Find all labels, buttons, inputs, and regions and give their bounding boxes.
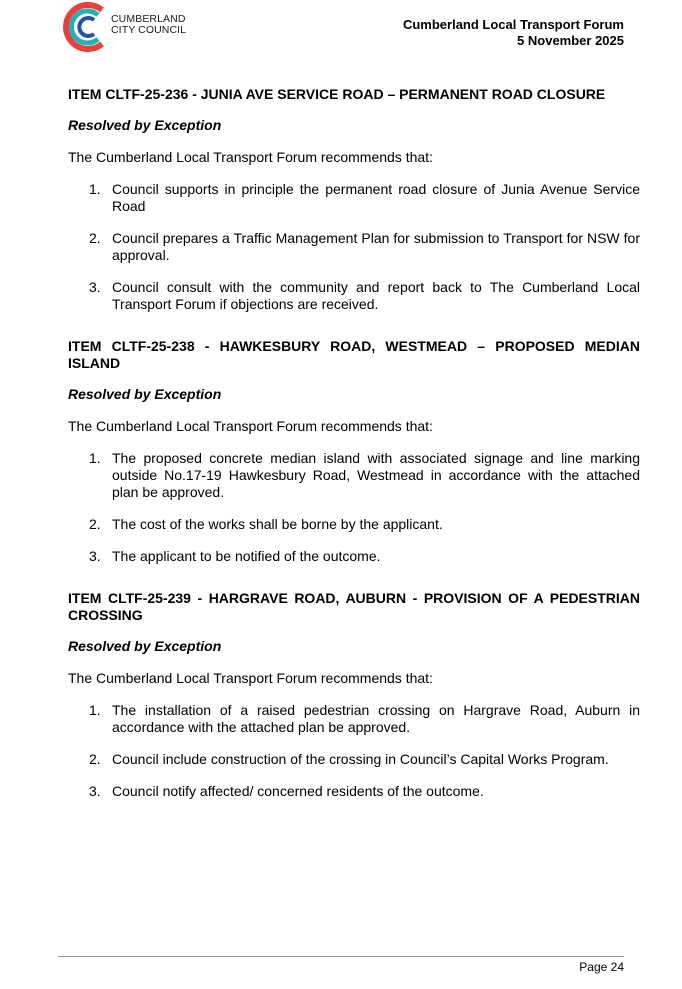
list-item bbox=[68, 450, 640, 501]
meeting-meta bbox=[403, 17, 624, 49]
list-item bbox=[68, 230, 640, 264]
footer-divider bbox=[58, 956, 624, 957]
page-header bbox=[0, 0, 682, 60]
council-logo-icon bbox=[60, 0, 112, 54]
list-text: The installation of a raised pedestrian crossing on Hargrave Road, Auburn in accordance with the attached plan be approved. bbox=[112, 702, 640, 735]
recommendation-list bbox=[68, 702, 640, 800]
list-text: Council supports in principle the permanent road closure of Junia Avenue Service Road bbox=[112, 181, 640, 214]
list-number: 1. bbox=[89, 450, 101, 466]
list-text: The proposed concrete median island with associated signage and line marking outside No.17-19 Hawkesbury Road, Westmead in accordance with the attached plan be approved. bbox=[112, 450, 640, 500]
recommendation-intro: The Cumberland Local Transport Forum recommends that: bbox=[68, 149, 433, 165]
item-title: ITEM CLTF-25-236 - JUNIA AVE SERVICE ROAD – PERMANENT ROAD CLOSURE bbox=[68, 86, 606, 102]
recommendation-list bbox=[68, 450, 640, 565]
page-content bbox=[68, 86, 640, 815]
list-text: The cost of the works shall be borne by the applicant. bbox=[112, 516, 443, 532]
list-number: 2. bbox=[89, 230, 101, 246]
agenda-item bbox=[68, 86, 640, 313]
council-logo bbox=[60, 0, 200, 54]
list-item bbox=[68, 751, 640, 768]
recommendation-intro: The Cumberland Local Transport Forum recommends that: bbox=[68, 670, 433, 686]
list-item bbox=[68, 548, 640, 565]
list-number: 1. bbox=[89, 181, 101, 197]
list-number: 3. bbox=[89, 548, 101, 564]
resolved-note: Resolved by Exception bbox=[68, 117, 222, 133]
logo-line2: CITY COUNCIL bbox=[111, 24, 187, 36]
list-item bbox=[68, 783, 640, 800]
agenda-item bbox=[68, 590, 640, 800]
list-text: Council include construction of the crossing in Council’s Capital Works Program. bbox=[112, 751, 609, 767]
list-text: Council prepares a Traffic Management Plan for submission to Transport for NSW for approval. bbox=[112, 230, 640, 263]
recommendation-intro: The Cumberland Local Transport Forum recommends that: bbox=[68, 418, 433, 434]
list-item bbox=[68, 516, 640, 533]
recommendation-list bbox=[68, 181, 640, 313]
list-number: 1. bbox=[89, 702, 101, 718]
list-number: 2. bbox=[89, 516, 101, 532]
resolved-note: Resolved by Exception bbox=[68, 638, 222, 654]
list-text: The applicant to be notified of the outcome. bbox=[112, 548, 381, 564]
list-number: 3. bbox=[89, 783, 101, 799]
agenda-item bbox=[68, 338, 640, 565]
resolved-note: Resolved by Exception bbox=[68, 386, 222, 402]
logo-line1: CUMBERLAND bbox=[111, 13, 186, 25]
list-item bbox=[68, 702, 640, 736]
list-number: 3. bbox=[89, 279, 101, 295]
list-item bbox=[68, 181, 640, 215]
list-text: Council notify affected/ concerned residents of the outcome. bbox=[112, 783, 484, 799]
meeting-name: Cumberland Local Transport Forum bbox=[402, 17, 624, 32]
item-title: ITEM CLTF-25-239 - HARGRAVE ROAD, AUBURN - PROVISION OF A PEDESTRIAN CROSSING bbox=[68, 590, 640, 623]
list-number: 2. bbox=[89, 751, 101, 767]
item-title: ITEM CLTF-25-238 - HAWKESBURY ROAD, WESTMEAD – PROPOSED MEDIAN ISLAND bbox=[68, 338, 640, 371]
logo-text bbox=[111, 14, 186, 36]
list-text: Council consult with the community and report back to The Cumberland Local Transport Forum if objections are received. bbox=[112, 279, 640, 312]
list-item bbox=[68, 279, 640, 313]
page-number: Page 24 bbox=[579, 960, 624, 974]
meeting-date: 5 November 2025 bbox=[517, 33, 624, 48]
